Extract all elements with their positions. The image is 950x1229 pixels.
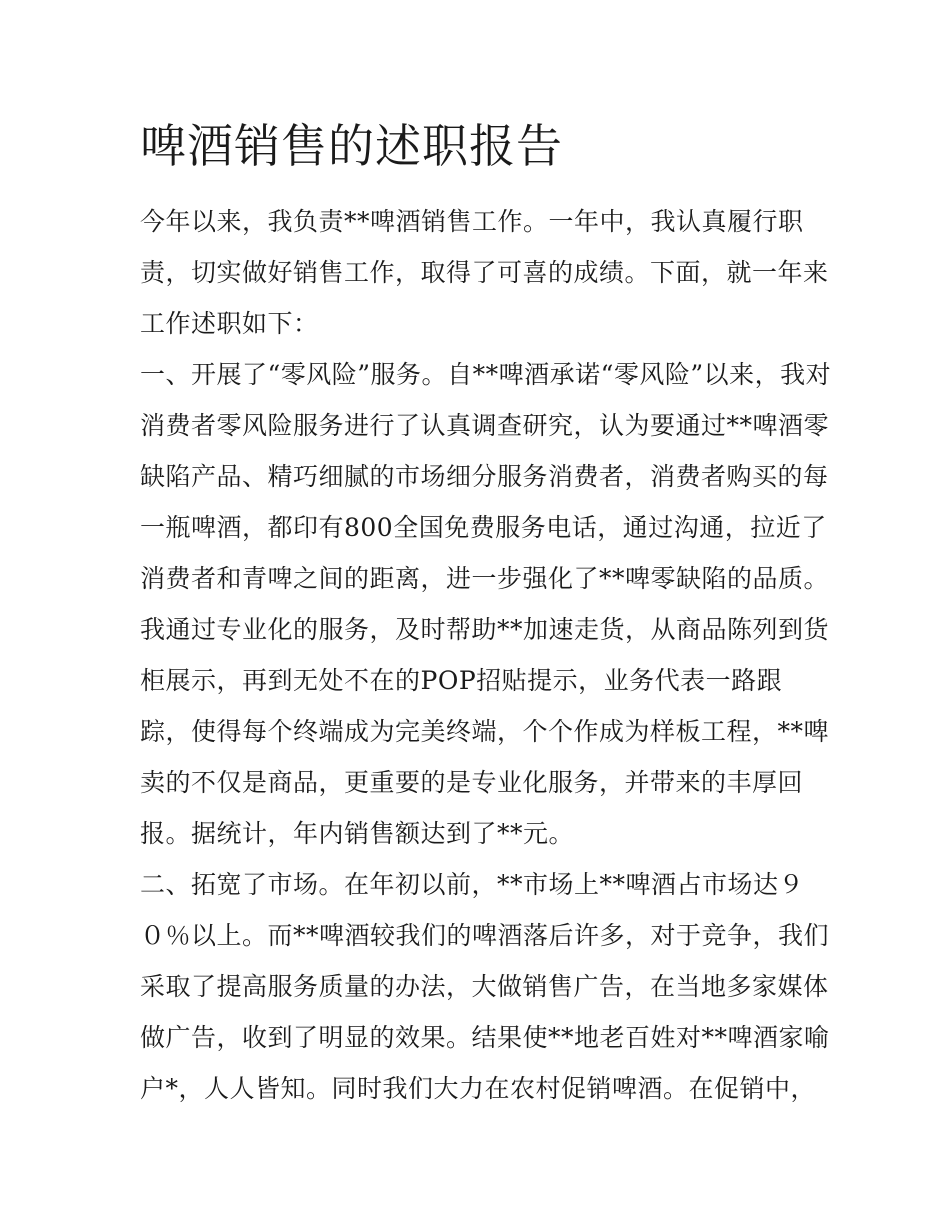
body-line: 卖的不仅是商品，更重要的是专业化服务，并带来的丰厚回: [140, 768, 804, 797]
body-line: 柜展示，再到无处不在的POP招贴提示，业务代表一路跟: [140, 666, 783, 695]
body-line: 今年以来，我负责**啤酒销售工作。一年中，我认真履行职: [140, 207, 804, 236]
body-line: 工作述职如下：: [140, 309, 319, 338]
body-line: 消费者和青啤之间的距离，进一步强化了**啤零缺陷的品质。: [140, 564, 830, 593]
body-line: 二、拓宽了市场。在年初以前，**市场上**啤酒占市场达９: [140, 870, 805, 899]
body-line: 缺陷产品、精巧细腻的市场细分服务消费者，消费者购买的每: [140, 462, 829, 491]
body-line: ０％以上。而**啤酒较我们的啤酒落后许多，对于竞争，我们: [140, 921, 830, 950]
body-line: 责，切实做好销售工作，取得了可喜的成绩。下面，就一年来: [140, 258, 829, 287]
document-body: [140, 196, 840, 1114]
body-line: 报。据统计，年内销售额达到了**元。: [140, 819, 575, 848]
body-line: 采取了提高服务质量的办法，大做销售广告，在当地多家媒体: [140, 972, 829, 1001]
body-line: 一瓶啤酒，都印有800全国免费服务电话，通过沟通，拉近了: [140, 513, 827, 542]
body-line: 做广告，收到了明显的效果。结果使**地老百姓对**啤酒家喻: [140, 1023, 830, 1052]
body-line: 踪，使得每个终端成为完美终端，个个作成为样板工程，**啤: [140, 717, 830, 746]
body-line: 我通过专业化的服务，及时帮助**加速走货，从商品陈列到货: [140, 615, 830, 644]
body-line: 户*，人人皆知。同时我们大力在农村促销啤酒。在促销中，: [140, 1074, 817, 1103]
body-line: 一、开展了“零风险”服务。自**啤酒承诺“零风险”以来，我对: [140, 360, 832, 389]
body-line: 消费者零风险服务进行了认真调查研究，认为要通过**啤酒零: [140, 411, 830, 440]
document-title: 啤酒销售的述职报告: [140, 119, 563, 173]
